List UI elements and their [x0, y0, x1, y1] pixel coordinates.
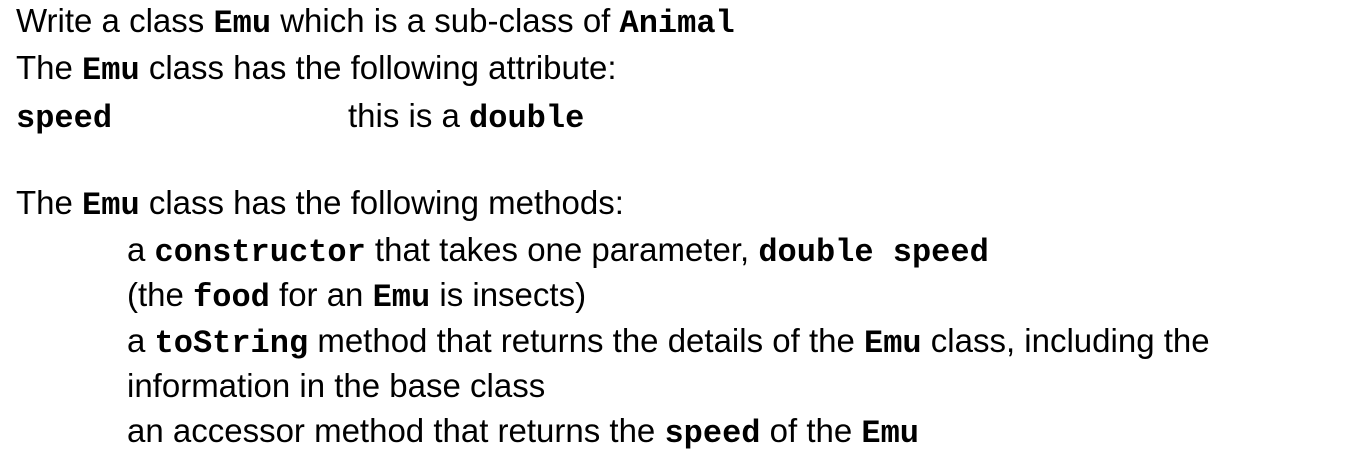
line-text: a: [127, 231, 155, 268]
tostring-continuation-line: [127, 366, 545, 406]
line-text: which is a sub-class of: [271, 2, 620, 39]
constructor-method-line: [127, 230, 989, 270]
line-text: an accessor method that returns the: [127, 412, 665, 449]
class-name-code: Emu: [82, 187, 140, 224]
class-definition-line: [16, 1, 735, 41]
line-text: (the: [127, 276, 194, 313]
line-text: for an: [269, 276, 373, 313]
line-text: information in the base class: [127, 367, 546, 404]
attribute-type-description: [348, 96, 584, 136]
line-text: class has the following attribute:: [139, 49, 617, 86]
constructor-code: constructor: [154, 234, 366, 271]
attribute-type-code: double: [469, 100, 585, 137]
line-text: The: [16, 49, 83, 86]
line-text: of the: [760, 412, 862, 449]
food-note-line: [127, 275, 586, 315]
accessor-method-line: [127, 411, 919, 451]
food-code: food: [193, 279, 270, 316]
line-text: class has the following methods:: [139, 184, 624, 221]
line-text: this is a: [348, 97, 470, 134]
tostring-method-line: [127, 321, 1210, 361]
class-name-code: Emu: [82, 52, 140, 89]
line-text: that takes one parameter,: [365, 231, 759, 268]
attribute-heading-line: [16, 48, 617, 88]
line-text: class, including the: [921, 322, 1210, 359]
parameter-code: double speed: [758, 234, 989, 271]
tostring-code: toString: [154, 325, 309, 362]
class-name-code: Emu: [372, 279, 431, 316]
attribute-name-code: speed: [16, 100, 113, 137]
class-name-code: Emu: [861, 415, 919, 452]
superclass-name-code: Animal: [619, 5, 735, 42]
line-text: is insects): [430, 276, 587, 313]
class-name-code: Emu: [863, 325, 922, 362]
line-text: Write a class: [16, 2, 214, 39]
line-text: method that returns the details of the: [308, 322, 864, 359]
speed-code: speed: [664, 415, 761, 452]
attribute-name: [16, 96, 112, 136]
line-text: The: [16, 184, 83, 221]
methods-heading-line: [16, 183, 624, 223]
class-name-code: Emu: [213, 5, 272, 42]
line-text: a: [127, 322, 155, 359]
